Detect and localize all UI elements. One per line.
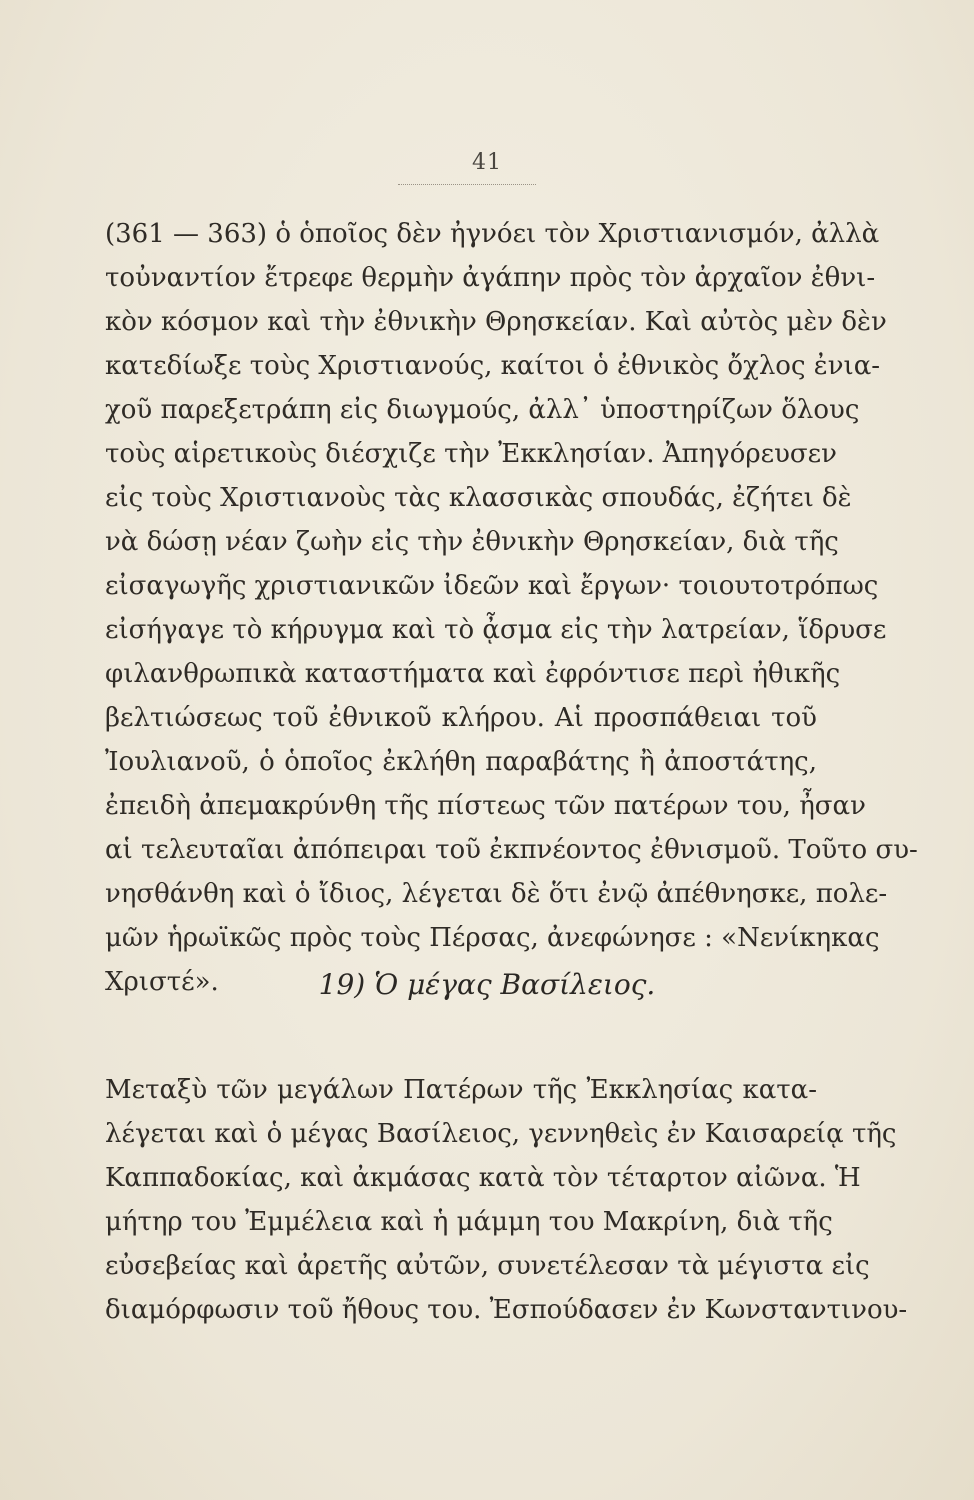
text-line: ἐπειδὴ ἀπεμακρύνθη τῆς πίστεως τῶν πατέρων του, ἦσαν	[105, 791, 866, 821]
text-line: Καππαδοκίας, καὶ ἀκμάσας κατὰ τὸν τέταρτον αἰῶνα. Ἡ	[105, 1163, 861, 1193]
text-line: τοὐναντίον ἔτρεφε θερμὴν ἀγάπην πρὸς τὸν ἀρχαῖον ἐθνι-	[105, 263, 876, 293]
section-heading: 19) Ὁ μέγας Βασίλειος.	[318, 968, 656, 1001]
text-line: Μεταξὺ τῶν μεγάλων Πατέρων τῆς Ἐκκλησίας κατα-	[105, 1075, 817, 1105]
text-line: εἰσήγαγε τὸ κήρυγμα καὶ τὸ ᾆσμα εἰς τὴν λατρείαν, ἵδρυσε	[105, 615, 887, 645]
text-line: τοὺς αἱρετικοὺς διέσχιζε τὴν Ἐκκλησίαν. Ἀπηγόρευσεν	[105, 439, 837, 469]
paragraph-julian	[105, 212, 918, 1004]
text-line: νὰ δώσῃ νέαν ζωὴν εἰς τὴν ἐθνικὴν Θρησκείαν, διὰ τῆς	[105, 527, 839, 557]
text-line: βελτιώσεως τοῦ ἐθνικοῦ κλήρου. Αἱ προσπάθειαι τοῦ	[105, 703, 817, 733]
text-line: Ἰουλιανοῦ, ὁ ὁποῖος ἐκλήθη παραβάτης ἢ ἀποστάτης,	[105, 747, 817, 777]
text-line: λέγεται καὶ ὁ μέγας Βασίλειος, γεννηθεὶς ἐν Καισαρείᾳ τῆς	[105, 1119, 897, 1149]
text-line: εἰσαγωγῆς χριστιανικῶν ἰδεῶν καὶ ἔργων· τοιουτοτρόπως	[105, 571, 879, 601]
text-line: διαμόρφωσιν τοῦ ἤθους του. Ἐσπούδασεν ἐν Κωνσταντινου-	[105, 1295, 908, 1325]
paragraph-basil	[105, 1068, 908, 1332]
text-line: (361 — 363) ὁ ὁποῖος δὲν ἠγνόει τὸν Χριστιανισμόν, ἀλλὰ	[105, 219, 880, 249]
text-line: μῶν ἡρωϊκῶς πρὸς τοὺς Πέρσας, ἀνεφώνησε : «Νενίκηκας	[105, 923, 880, 953]
text-line: εὐσεβείας καὶ ἀρετῆς αὐτῶν, συνετέλεσαν τὰ μέγιστα εἰς	[105, 1251, 870, 1281]
text-line: χοῦ παρεξετράπη εἰς διωγμούς, ἀλλ᾽ ὑποστηρίζων ὅλους	[105, 395, 860, 425]
text-line: κὸν κόσμον καὶ τὴν ἐθνικὴν Θρησκείαν. Καὶ αὐτὸς μὲν δὲν	[105, 307, 887, 337]
text-line: μήτηρ του Ἐμμέλεια καὶ ἡ μάμμη του Μακρίνη, διὰ τῆς	[105, 1207, 833, 1237]
text-line: νησθάνθη καὶ ὁ ἴδιος, λέγεται δὲ ὅτι ἐνῷ ἀπέθνησκε, πολε-	[105, 879, 888, 909]
page-number: 41	[472, 150, 502, 175]
text-line: αἱ τελευταῖαι ἀπόπειραι τοῦ ἐκπνέοντος ἐθνισμοῦ. Τοῦτο συ-	[105, 835, 918, 865]
page-number-rule	[398, 184, 536, 185]
text-line: φιλανθρωπικὰ καταστήματα καὶ ἐφρόντισε περὶ ἠθικῆς	[105, 659, 841, 689]
text-line: κατεδίωξε τοὺς Χριστιανούς, καίτοι ὁ ἐθνικὸς ὄχλος ἐνια-	[105, 351, 881, 381]
text-line: εἰς τοὺς Χριστιανοὺς τὰς κλασσικὰς σπουδάς, ἐζήτει δὲ	[105, 483, 852, 513]
text-line: Χριστέ».	[105, 967, 219, 997]
